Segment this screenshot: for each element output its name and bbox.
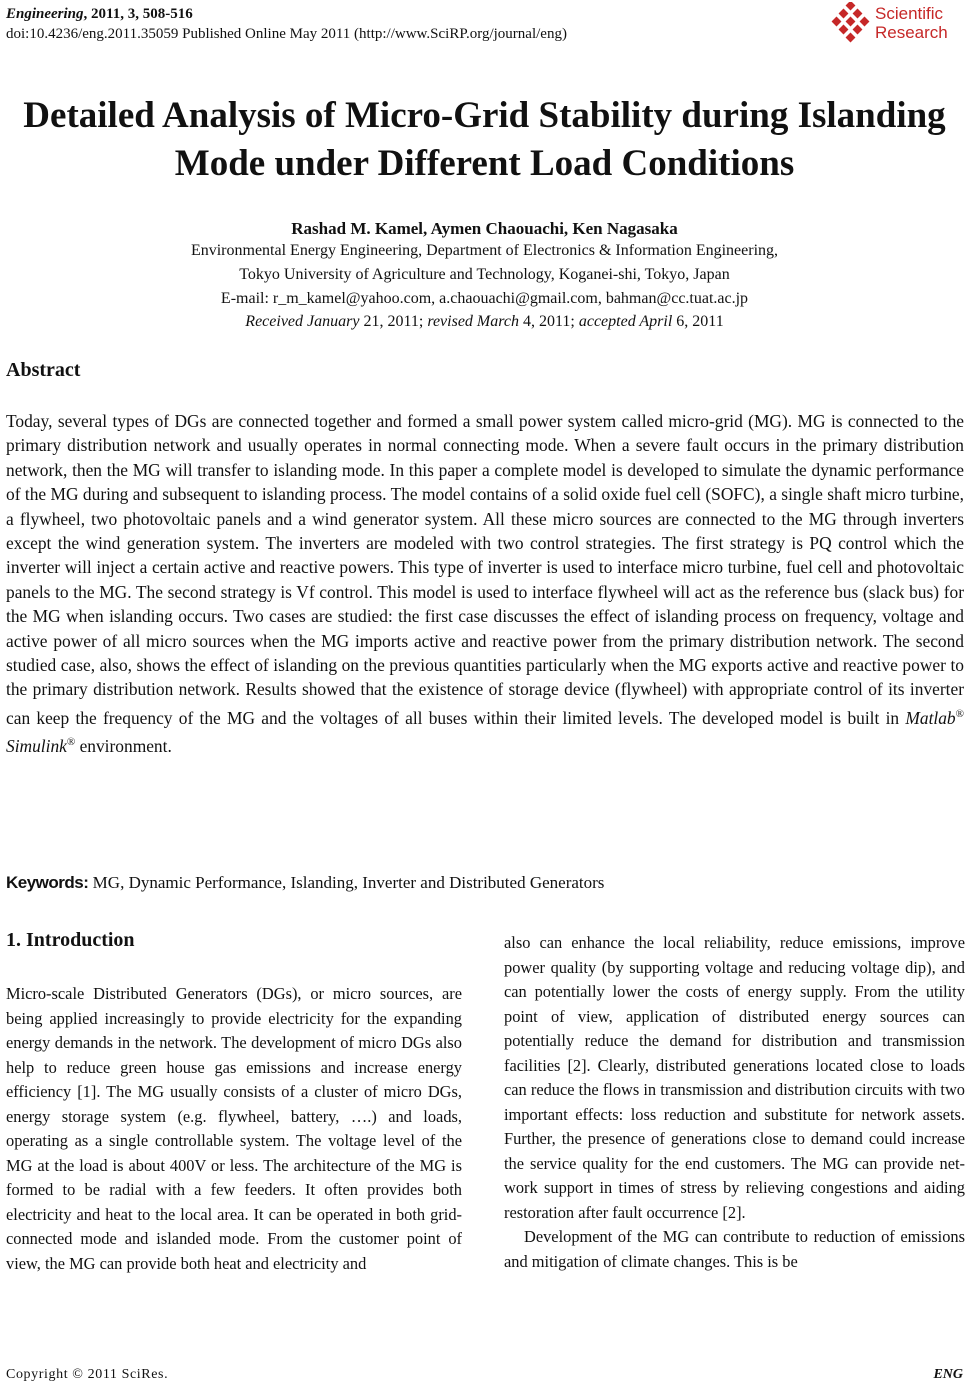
abstract-heading: Abstract xyxy=(6,359,81,381)
left-column-text: Micro-scale Distributed Generators (DGs), or micro sources, are being applied increasingly to provide electricity for the expanding energy demands in the network. The development of micro DGs also help to reduce green house gas emissions and increase energy efficiency [1]. The MG usually consists of a cluster of micro DGs, energy storage system (e.g. flywheel, battery, ….) and loads, operating as a single controllable system. The voltage level of the MG at the load is about 400V or less. The architecture of the MG is formed to be radial with a few feeders. It often provides both electricity and heat to the local area. It can be operated in both grid-connected mode and islanded mode. From the customer point of view, the MG can provide both heat and electricity and xyxy=(6,984,462,1273)
doi-line: doi:10.4236/eng.2011.35059 Published Online May 2011 (http://www.SciRP.org/journal/eng) xyxy=(6,26,567,42)
paper-title: Detailed Analysis of Micro-Grid Stability during Islanding Mode under Different Load Conditions xyxy=(23,95,946,184)
right-column-text: also can enhance the local reliability, reduce emissions, improve power quality (by supporting voltage and reducing voltage dip), and can potentially lower the costs of energy supply. From the utility point of view, application of distributed energy sources can potentially reduce the demand for distribution and transmission facilities [2]. Clearly, distributed generations located close to loads can reduce the flows in transmission and distribution circuits with two important effects: loss reduction and substitute for network assets. Further, the presence of generations close to demand could increase the service quality for the end customers. The MG can provide network support in times of stress by relieving congestions and aiding restoration after fault occurrence [2]. Development of the MG can contribute to reduction of emissions and mitigation of climate changes. This is be xyxy=(504,933,965,1271)
logo-text: Scientific Research xyxy=(875,4,948,42)
keywords-line: Keywords: MG, Dynamic Performance, Islanding, Inverter and Distributed Generators xyxy=(6,873,605,892)
abstract-body: Today, several types of DGs are connected together and formed a small power system called micro-grid (MG). MG is connected to the primary distribution network and usually operates in normal connecting mode. When a severe fault occurs in the primary distribution network, then the MG will transfer to islanding mode. In this paper a complete model is developed to simulate the dynamic performance of the MG during and subsequent to islanding process. The model contains of a solid oxide fuel cell (SOFC), a single shaft micro turbine, a flywheel, two photovoltaic panels and a wind generator system. All these micro sources are connected to the MG through inverters except the wind generation system. The inverters are modeled with two control strategies. The first strategy is PQ control which the inverter will inject a certain active and reactive powers. This type of inverter is used to interface micro turbine, fuel cell and photovoltaic panels to the MG. The second strategy is Vf control. This model is used to interface flywheel will act as the reference bus (slack bus) for the MG when islanding occurs. Two cases are studied: the first case discusses the effect of islanding process on frequency, voltage and active power of all micro sources when the MG imports active and reactive power from the primary distribution network. The second studied case, also, shows the effect of islanding on the previous quantities particularly when the MG exports active and reactive power to the primary distribution network. Results showed that the existence of storage device (flywheel) with appropriate control of its inverter can keep the frequency of the MG and the voltages of all buses within their limited levels. The developed model is built in Matlab® Simulink® environment. xyxy=(6,411,964,756)
affiliation-dept: Environmental Energy Engineering, Department of Electronics & Information Engineering, xyxy=(190,242,779,259)
copyright-footer: Copyright © 2011 SciRes. xyxy=(6,1367,169,1382)
journal-abbr-footer: ENG xyxy=(933,1367,963,1382)
affiliation-university: Tokyo University of Agriculture and Technology, Koganei-shi, Tokyo, Japan xyxy=(239,266,730,283)
section-heading-introduction: 1. Introduction xyxy=(6,929,135,951)
journal-volume: , 2011, 3, 508-516 xyxy=(83,6,193,22)
publisher-logo xyxy=(831,2,961,48)
journal-name: Engineering xyxy=(6,6,84,22)
author-list: Rashad M. Kamel, Aymen Chaouachi, Ken Nagasaka xyxy=(291,219,678,238)
dates-line: Received January 21, 2011; revised March 4, 2011; accepted April 6, 2011 xyxy=(245,313,724,330)
logo-mark-icon xyxy=(831,2,871,44)
journal-header xyxy=(6,4,567,44)
email-line: E-mail: r_m_kamel@yahoo.com, a.chaouachi@gmail.com, bahman@cc.tuat.ac.jp xyxy=(220,290,749,307)
